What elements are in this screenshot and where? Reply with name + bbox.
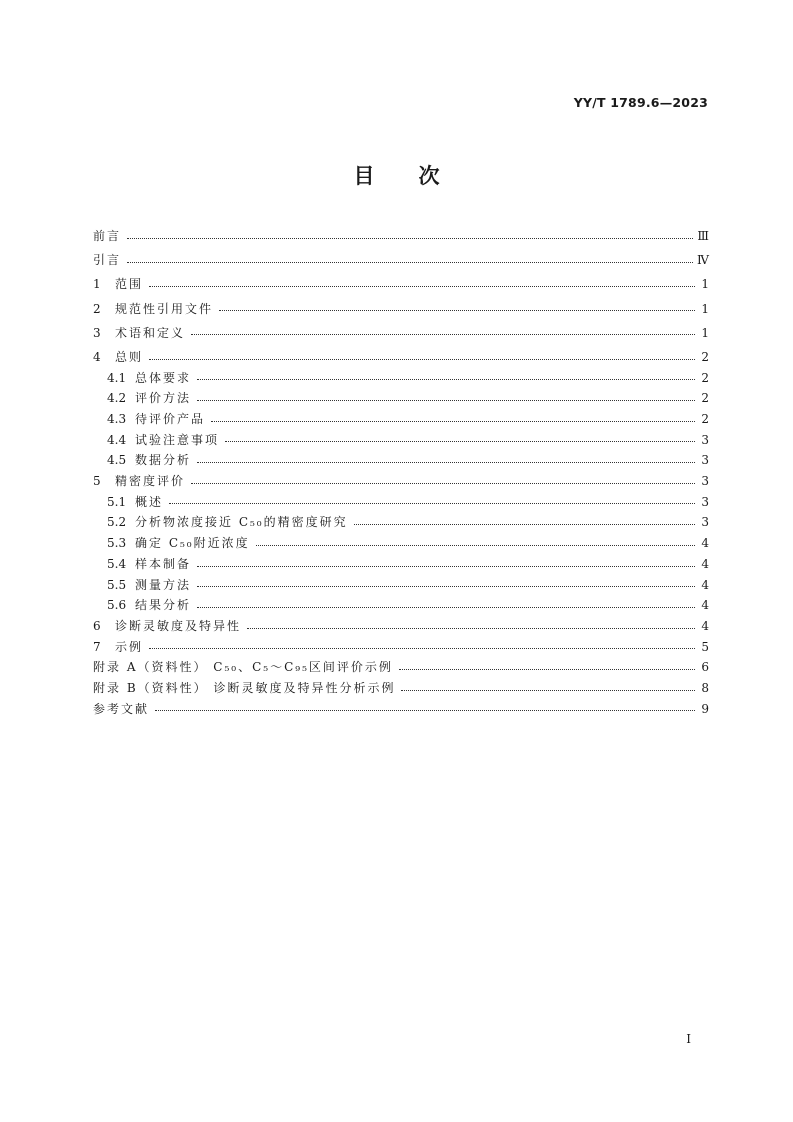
toc-entry-number: 5.6 <box>107 598 127 613</box>
toc-entry[interactable] <box>93 471 709 492</box>
toc-entry-page: 2 <box>701 349 709 364</box>
toc-entry-title: 概述 <box>135 494 164 509</box>
toc-entry-page: 2 <box>701 391 709 406</box>
toc-entry-page: 4 <box>701 598 709 613</box>
toc-entry[interactable] <box>93 637 709 658</box>
toc-entry-title: 评价方法 <box>135 391 192 406</box>
toc-entry-page: 9 <box>701 701 709 716</box>
toc-entry[interactable] <box>93 323 709 344</box>
toc-leader-dots <box>127 237 693 239</box>
toc-entry-number: 4.4 <box>107 432 127 447</box>
toc-entry[interactable] <box>93 678 709 699</box>
toc-entry-page: 4 <box>701 577 709 592</box>
toc-entry-number: 5.1 <box>107 494 127 509</box>
toc-entry-number: 3 <box>93 325 101 340</box>
toc-leader-dots <box>354 523 695 525</box>
toc-entry[interactable] <box>93 554 709 575</box>
toc-entry-page: 4 <box>701 618 709 633</box>
toc-leader-dots <box>219 309 695 311</box>
toc-entry[interactable] <box>93 657 709 678</box>
toc-leader-dots <box>211 420 695 422</box>
toc-entry-number: 5.2 <box>107 515 127 530</box>
toc-entry-number: 2 <box>93 301 101 316</box>
toc-leader-dots <box>191 333 695 335</box>
toc-entry-title: 总体要求 <box>135 370 192 385</box>
toc-entry[interactable] <box>93 512 709 533</box>
toc-entry-page: 1 <box>701 277 709 292</box>
toc-entry-title: 精密度评价 <box>115 474 186 489</box>
toc-leader-dots <box>197 461 695 463</box>
page-title: 目次 <box>353 164 484 188</box>
toc-entry[interactable] <box>93 575 709 596</box>
toc-entry[interactable] <box>93 347 709 368</box>
toc-entry-title: 附录 A（资料性） C₅₀、C₅～C₉₅区间评价示例 <box>93 660 393 675</box>
toc-entry[interactable] <box>93 388 709 409</box>
toc-entry-number: 5.3 <box>107 536 127 551</box>
toc-entry-page: Ⅳ <box>697 253 709 268</box>
toc-entry-number: 4 <box>93 349 101 364</box>
toc-entry-title: 总则 <box>115 349 144 364</box>
toc-entry-number: 1 <box>93 277 101 292</box>
toc-entry-page: 5 <box>701 639 709 654</box>
toc-entry[interactable] <box>93 699 709 720</box>
toc-entry-page: 3 <box>701 494 709 509</box>
toc-entry[interactable] <box>93 616 709 637</box>
toc-entry[interactable] <box>93 368 709 389</box>
toc-leader-dots <box>256 544 695 546</box>
toc-leader-dots <box>149 285 695 287</box>
toc-entry-page: Ⅲ <box>697 229 709 243</box>
toc-leader-dots <box>401 689 695 691</box>
toc-entry-number: 5.4 <box>107 556 127 571</box>
toc-entry-title: 规范性引用文件 <box>115 301 214 316</box>
toc-leader-dots <box>197 378 695 380</box>
toc-entry-page: 3 <box>701 432 709 447</box>
toc-entry-number: 5.5 <box>107 577 127 592</box>
toc-leader-dots <box>399 668 695 670</box>
toc-entry-title: 样本制备 <box>135 556 192 571</box>
toc-leader-dots <box>169 502 695 504</box>
toc-entry-number: 4.3 <box>107 412 127 426</box>
toc-entry[interactable] <box>93 430 709 451</box>
toc-entry-number: 4.2 <box>107 391 127 406</box>
toc-entry-title: 试验注意事项 <box>135 432 220 447</box>
page-number: I <box>686 1032 691 1046</box>
toc-entry-title: 示例 <box>115 639 144 654</box>
toc-entry-page: 1 <box>701 325 709 340</box>
toc-entry[interactable] <box>93 492 709 513</box>
toc-leader-dots <box>191 482 695 484</box>
toc-entry-page: 8 <box>701 680 709 695</box>
toc-leader-dots <box>155 709 695 711</box>
toc-entry[interactable] <box>93 595 709 616</box>
toc-leader-dots <box>197 585 695 587</box>
toc-entry-page: 2 <box>701 370 709 385</box>
toc-entry-title: 测量方法 <box>135 577 192 592</box>
toc-leader-dots <box>127 261 693 263</box>
toc-entry-number: 4.1 <box>107 370 127 385</box>
toc-entry-title: 术语和定义 <box>115 325 186 340</box>
toc-entry[interactable] <box>93 533 709 554</box>
toc-entry-title: 参考文献 <box>93 701 150 716</box>
toc-leader-dots <box>225 440 695 442</box>
toc-entry-page: 3 <box>701 515 709 530</box>
toc-entry-page: 4 <box>701 556 709 571</box>
toc-entry-title: 结果分析 <box>135 598 192 613</box>
toc-entry-page: 6 <box>701 660 709 675</box>
toc-entry-page: 1 <box>701 301 709 316</box>
toc-entry[interactable] <box>93 226 709 247</box>
toc-entry[interactable] <box>93 450 709 471</box>
toc-leader-dots <box>197 399 695 401</box>
toc-leader-dots <box>149 358 695 360</box>
toc-entry-title: 确定 C₅₀附近浓度 <box>135 536 250 551</box>
toc-entry-number: 7 <box>93 639 101 654</box>
toc-leader-dots <box>149 647 695 649</box>
toc-leader-dots <box>197 565 695 567</box>
toc-leader-dots <box>247 627 695 629</box>
toc-entry-title: 分析物浓度接近 C₅₀的精密度研究 <box>135 515 348 530</box>
toc-entry[interactable] <box>93 299 709 320</box>
toc-entry-number: 6 <box>93 618 101 633</box>
table-of-contents <box>93 226 709 719</box>
toc-entry-title: 前言 <box>93 229 122 243</box>
toc-entry-number: 5 <box>93 474 101 489</box>
toc-entry-page: 2 <box>701 412 709 426</box>
toc-entry-title: 引言 <box>93 253 122 268</box>
toc-entry-number: 4.5 <box>107 453 127 468</box>
standard-code: YY/T 1789.6—2023 <box>573 95 708 110</box>
toc-leader-dots <box>197 606 695 608</box>
toc-entry-page: 4 <box>701 536 709 551</box>
toc-entry[interactable] <box>93 274 709 295</box>
toc-entry-title: 数据分析 <box>135 453 192 468</box>
toc-entry[interactable] <box>93 409 709 430</box>
toc-entry[interactable] <box>93 250 709 271</box>
toc-entry-page: 3 <box>701 453 709 468</box>
toc-entry-title: 待评价产品 <box>135 412 206 426</box>
toc-entry-title: 诊断灵敏度及特异性 <box>115 618 242 633</box>
toc-entry-title: 附录 B（资料性） 诊断灵敏度及特异性分析示例 <box>93 680 396 695</box>
toc-entry-title: 范围 <box>115 277 144 292</box>
toc-entry-page: 3 <box>701 474 709 489</box>
